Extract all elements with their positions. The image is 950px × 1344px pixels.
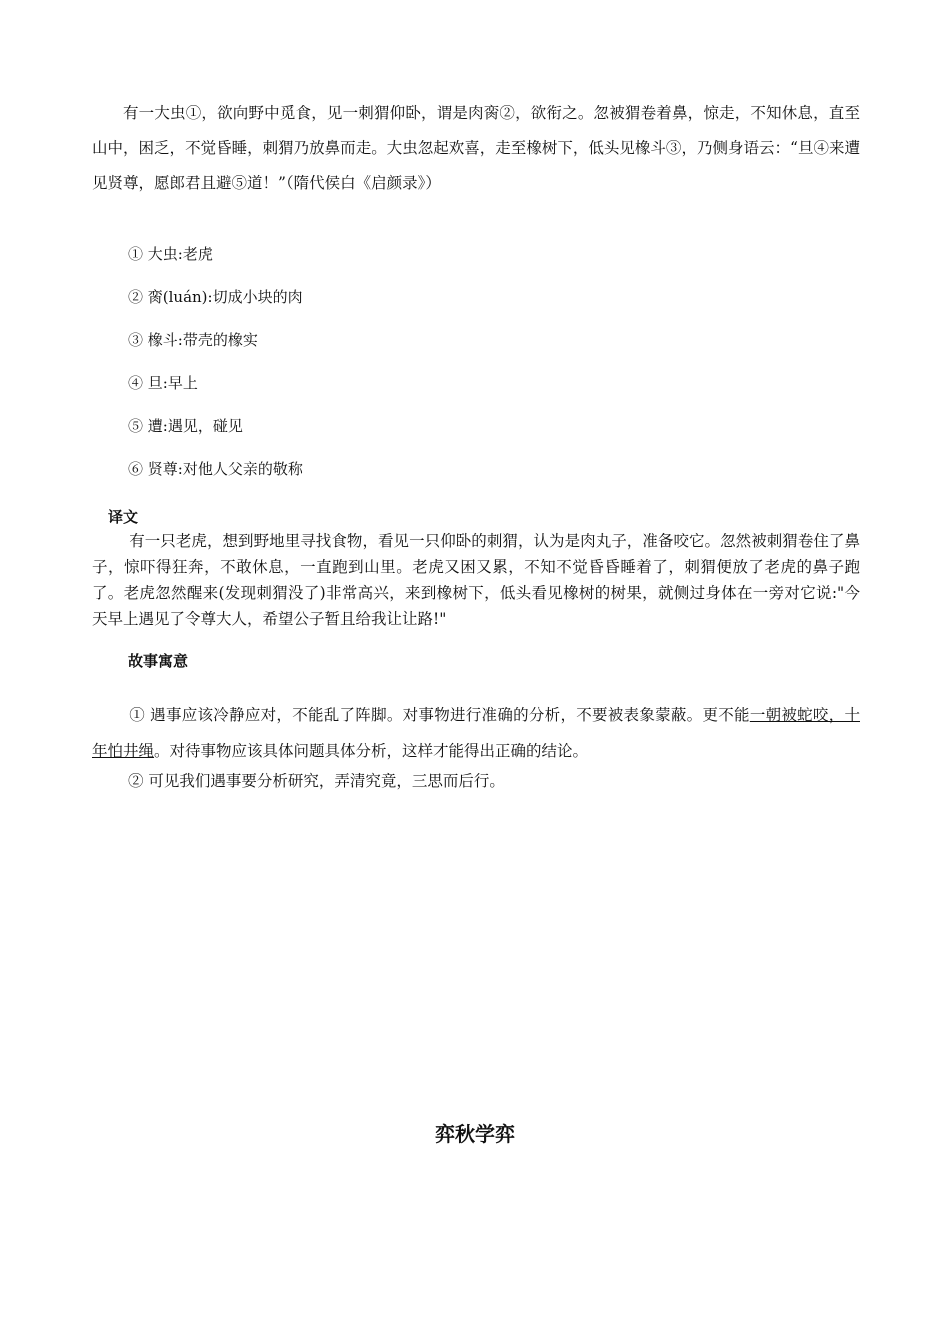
annotation-item: ③ 橡斗:带壳的橡实 [128, 331, 258, 349]
story-paragraph: 有一大虫①，欲向野中觅食，见一刺猬仰卧，谓是肉脔②，欲衔之。忽被猬卷着鼻，惊走，不知休息，直至山中，困乏，不觉昏睡，刺猬乃放鼻而走。大虫忽起欢喜，走至橡树下，低头见橡斗③，乃侧身语云：“旦④来遭见贤尊，愿郎君且避⑤道！”（隋代侯白《启颜录》） [92, 104, 860, 192]
annotation-list [128, 240, 303, 498]
moral-point-1 [92, 697, 860, 769]
next-section-title: 弈秋学弈 [435, 1122, 515, 1146]
moral-point-1-text: ① 遇事应该冷静应对，不能乱了阵脚。对事物进行准确的分析，不要被表象蒙蔽。更不能 [129, 706, 750, 724]
translation-heading: 译文 [108, 508, 139, 526]
moral-idiom-underlined: 一朝被蛇咬，十年怕井绳 [92, 706, 860, 760]
translation-paragraph: 有一只老虎，想到野地里寻找食物，看见一只仰卧的刺猬，认为是肉丸子，准备咬它。忽然被刺猬卷住了鼻子，惊吓得狂奔，不敢休息，一直跑到山里。老虎又困又累，不知不觉昏昏睡着了，刺猬便放了老虎的鼻子跑了。老虎忽然醒来(发现刺猬没了)非常高兴，来到橡树下，低头看见橡树的树果，就侧过身体在一旁对它说:"今天早上遇见了令尊大人，希望公子暂且给我让让路!" [92, 532, 860, 628]
annotation-item: ⑤ 遭:遇见，碰见 [128, 417, 243, 435]
annotation-item: ⑥ 贤尊:对他人父亲的敬称 [128, 460, 303, 478]
annotation-item: ① 大虫:老虎 [128, 245, 213, 263]
moral-heading: 故事寓意 [128, 652, 189, 670]
annotation-item: ④ 旦:早上 [128, 374, 198, 392]
moral-point-1-tail: 。对待事物应该具体问题具体分析，这样才能得出正确的结论。 [154, 742, 589, 760]
annotation-item: ② 脔(luán):切成小块的肉 [128, 288, 303, 306]
moral-point-2: ② 可见我们遇事要分析研究，弄清究竟，三思而后行。 [128, 772, 505, 790]
